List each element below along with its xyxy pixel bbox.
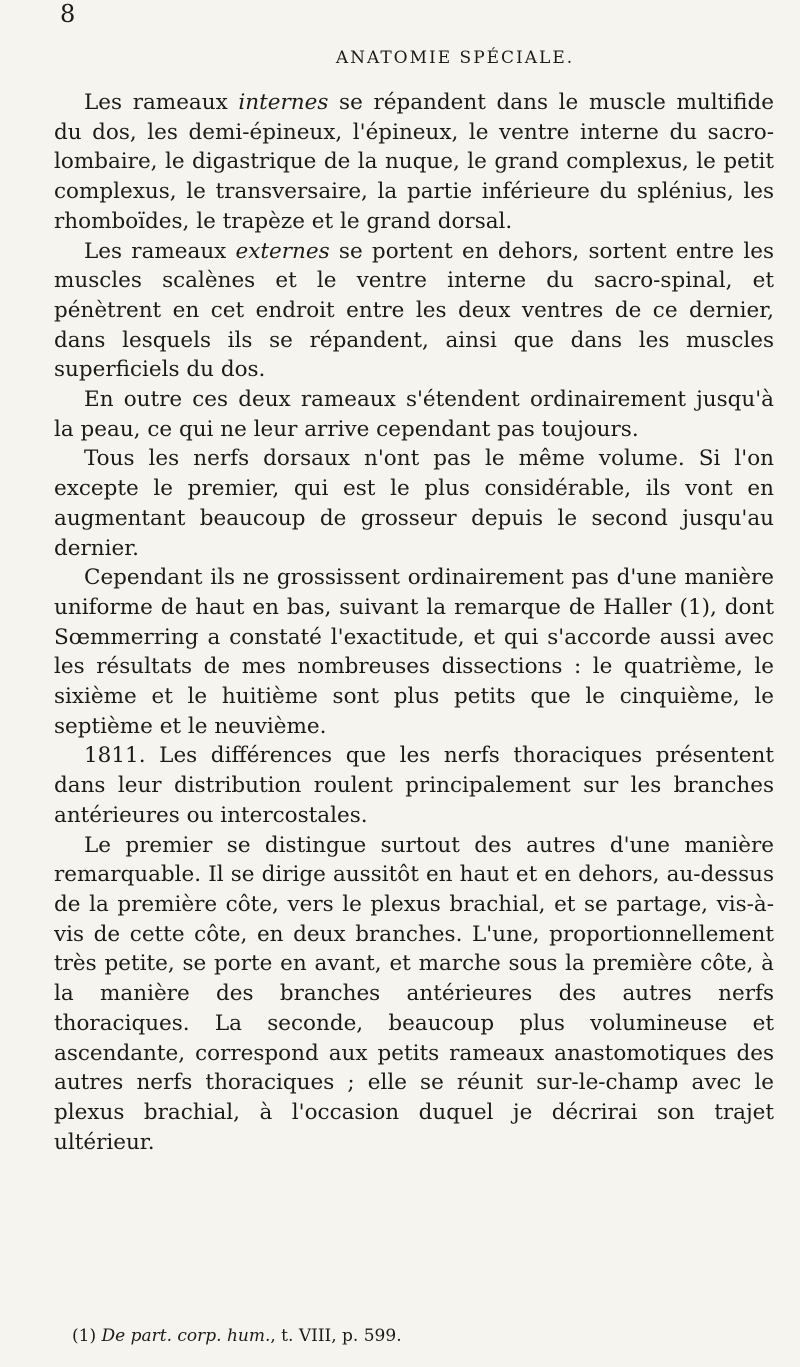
emphasis-externes: externes (235, 238, 330, 264)
footnote-marker: (1) (72, 1326, 97, 1346)
paragraph-text: Les rameaux (84, 90, 239, 115)
paragraph-external-branches (54, 237, 774, 386)
paragraph-text: se portent en dehors, sortent entre les muscles scalènes et le ventre interne du sacro-spinal, et pénètrent en cet endroit entre les deux ventres de ce dernier, dans lesquels ils se répandent, ainsi que dans les muscles superficiels du dos. (54, 238, 774, 383)
paragraph-first-nerve (54, 831, 774, 1158)
footnote-rest: , t. VIII, p. 599. (270, 1326, 402, 1346)
paragraph-text: Le premier se distingue surtout des autres d'une manière remarquable. Il se dirige aussitôt en haut et en dehors, au-dessus de la première côte, vers le plexus brachial, et se partage, vis-à-vis de cette côte, en deux branches. L'une, proportionnellement très petite, se porte en avant, et marche sous la première côte, à la manière des branches antérieures des autres nerfs thoraciques. La seconde, beaucoup plus volumineuse et ascendante, correspond aux petits rameaux anastomotiques des autres nerfs thoraciques ; elle se réunit sur-le-champ avec le plexus brachial, à l'occasion duquel je décrirai son trajet ultérieur. (54, 832, 774, 1155)
paragraph-1811 (54, 741, 774, 830)
paragraph-text: 1811. Les différences que les nerfs thoraciques présentent dans leur distribution roulent principalement sur les branches antérieures ou intercostales. (54, 743, 774, 828)
page-number: 8 (60, 0, 76, 28)
paragraph-text: Les rameaux (84, 238, 236, 264)
paragraph-text: Cependant ils ne grossissent ordinairement pas d'une manière uniforme de haut en bas, suivant la remarque de Haller (1), dont Sœmmerring a constaté l'exactitude, et qui s'accorde aussi avec les résultats de mes nombreuses dissections : le quatrième, le sixième et le huitième sont plus petits que le cinquième, le septième et le neuvième. (54, 565, 774, 739)
body-text (54, 88, 774, 1157)
footnote (72, 1326, 402, 1346)
paragraph-text: Tous les nerfs dorsaux n'ont pas le même volume. Si l'on excepte le premier, qui est le plus considérable, ils vont en augmentant beaucoup de grosseur depuis le second jusqu'au dernier. (54, 446, 774, 561)
paragraph-text: En outre ces deux rameaux s'étendent ordinairement jusqu'à la peau, ce qui ne leur arrive cependant pas toujours. (54, 387, 774, 442)
footnote-reference: De part. corp. hum. (101, 1326, 271, 1346)
paragraph-skin (54, 385, 774, 444)
emphasis-internes: internes (238, 90, 329, 115)
paragraph-text: se répandent dans le muscle multifide du dos, les demi-épineux, l'épineux, le ventre interne du sacro-lombaire, le digastrique de la nuque, le grand complexus, le petit complexus, le transversaire, la partie inférieure du splénius, les rhomboïdes, le trapèze et le grand dorsal. (54, 90, 774, 234)
paragraph-internal-branches (54, 88, 774, 237)
running-title: ANATOMIE SPÉCIALE. (335, 48, 575, 68)
paragraph-haller (54, 563, 774, 741)
paragraph-volume (54, 444, 774, 563)
